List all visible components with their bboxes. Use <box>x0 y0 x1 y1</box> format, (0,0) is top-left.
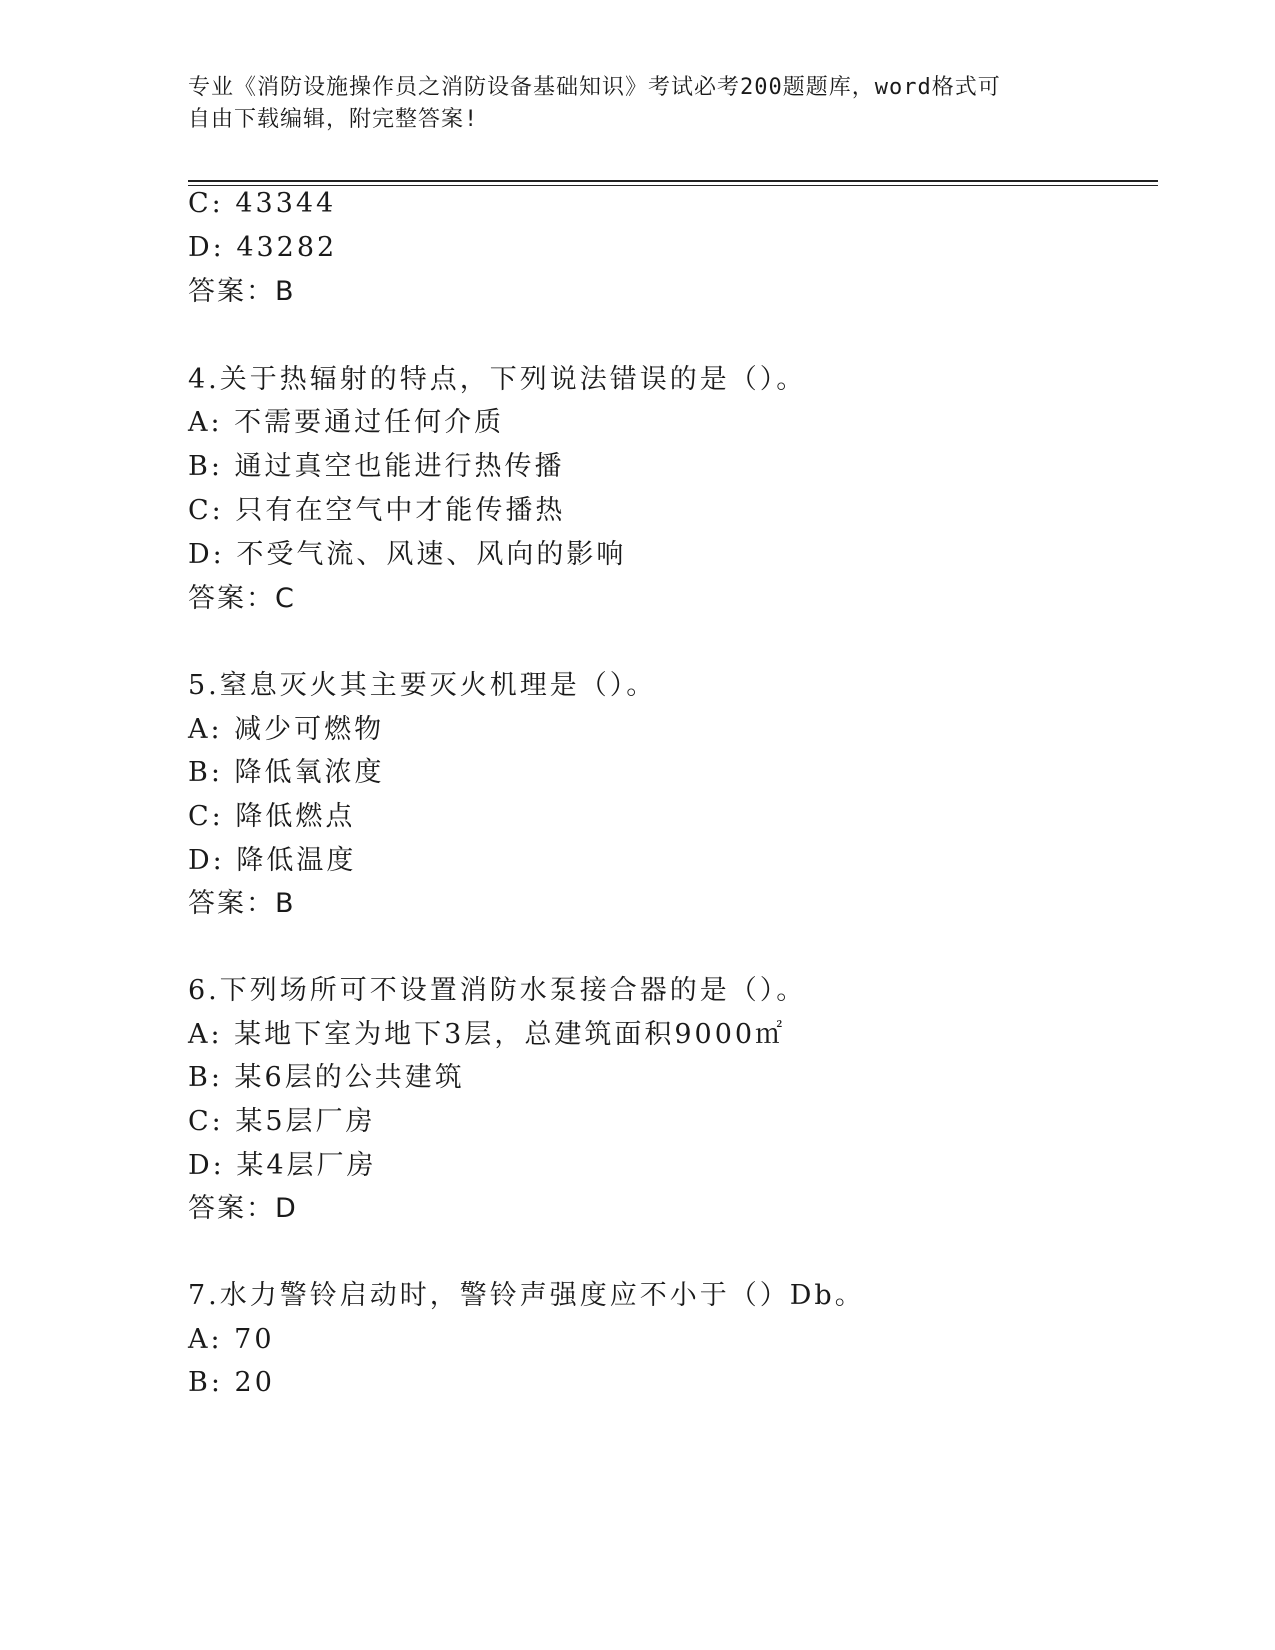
question-6-option-d: D: 某4层厂房 <box>188 1150 377 1181</box>
question-4-answer: 答案：C <box>188 583 296 614</box>
header-line-2: 自由下载编辑，附完整答案! <box>188 107 479 132</box>
question-7-option-a: A: 70 <box>188 1324 275 1355</box>
question-4-stem: 4.关于热辐射的特点，下列说法错误的是（）。 <box>188 364 807 395</box>
question-5-option-a: A: 减少可燃物 <box>188 714 385 745</box>
document-header <box>188 72 1088 136</box>
question-5-answer: 答案：B <box>188 888 296 919</box>
question-4-option-b: B: 通过真空也能进行热传播 <box>188 451 565 482</box>
question-5-option-b: B: 降低氧浓度 <box>188 757 385 788</box>
option-d: D: 43282 <box>188 232 338 263</box>
question-7-stem: 7.水力警铃启动时，警铃声强度应不小于（）Db。 <box>188 1280 865 1311</box>
question-6-option-a: A: 某地下室为地下3层，总建筑面积9000㎡ <box>188 1019 786 1050</box>
question-7-option-b: B: 20 <box>188 1367 275 1398</box>
question-6-stem: 6.下列场所可不设置消防水泵接合器的是（）。 <box>188 975 807 1006</box>
question-5-option-c: C: 降低燃点 <box>188 801 356 832</box>
header-line-1: 专业《消防设施操作员之消防设备基础知识》考试必考200题题库，word格式可 <box>188 75 1001 100</box>
question-5-option-d: D: 降低温度 <box>188 845 357 876</box>
question-4-option-a: A: 不需要通过任何介质 <box>188 407 505 438</box>
question-6-option-b: B: 某6层的公共建筑 <box>188 1062 465 1093</box>
question-6-option-c: C: 某5层厂房 <box>188 1106 376 1137</box>
question-6-answer: 答案：D <box>188 1193 298 1224</box>
option-c: C: 43344 <box>188 188 337 219</box>
question-4-option-d: D: 不受气流、风速、风向的影响 <box>188 539 627 570</box>
question-4-option-c: C: 只有在空气中才能传播热 <box>188 495 566 526</box>
question-5-stem: 5.窒息灭火其主要灭火机理是（）。 <box>188 670 657 701</box>
answer: 答案：B <box>188 276 296 307</box>
